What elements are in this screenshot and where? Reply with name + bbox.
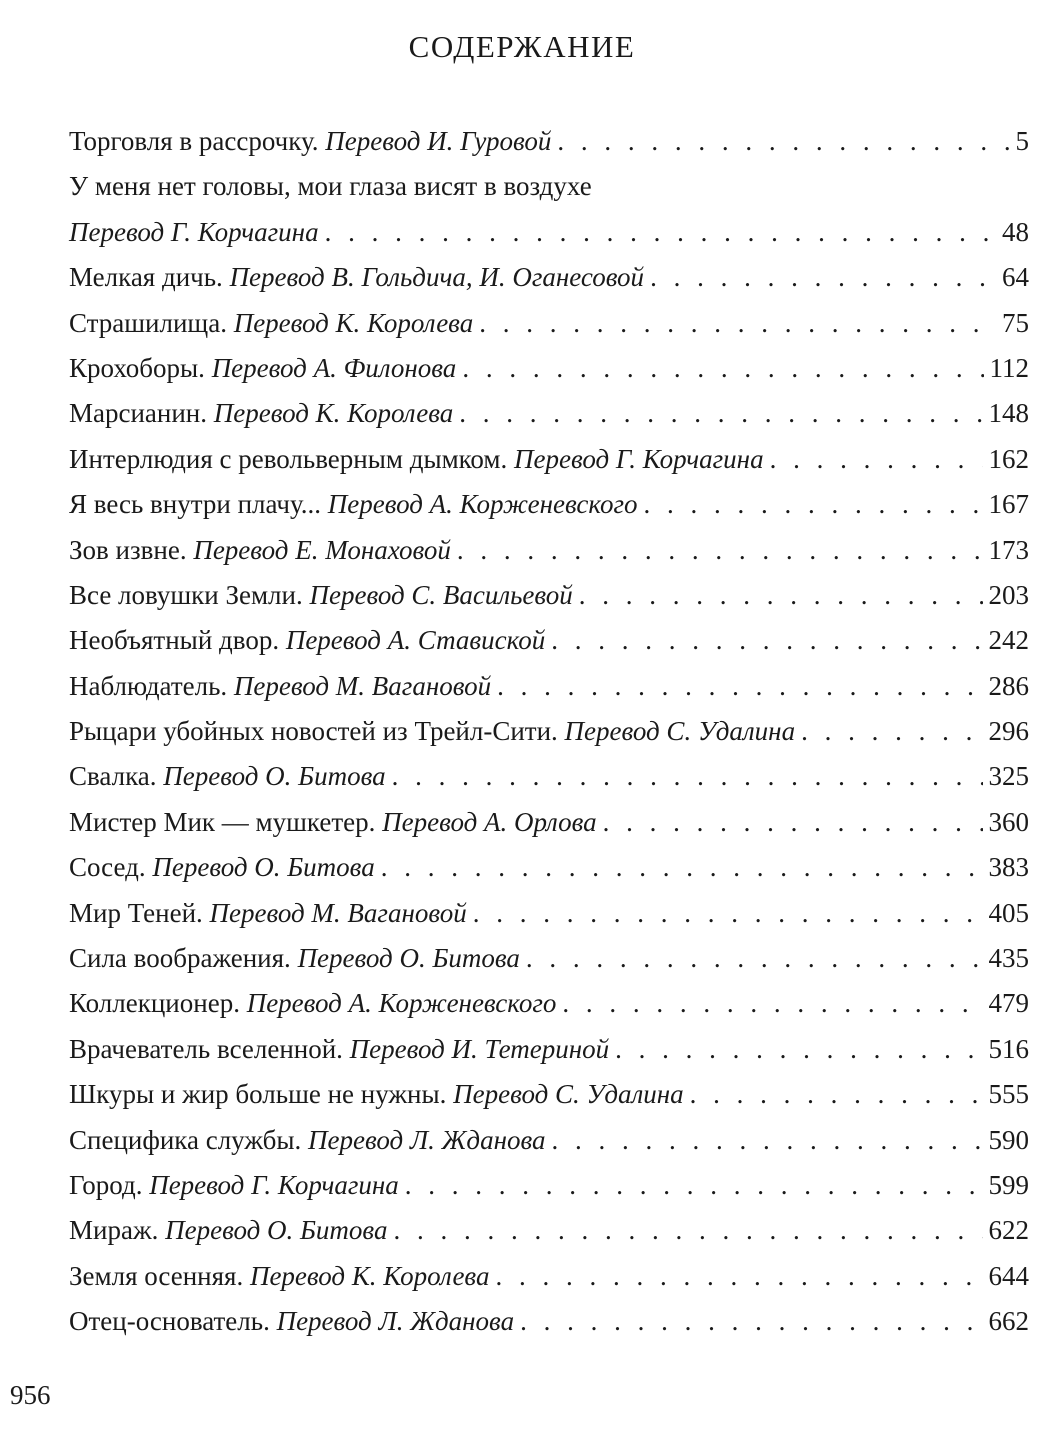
toc-entry-translator: Перевод О. Битова (297, 943, 520, 974)
toc-entry-page: 662 (988, 1306, 1029, 1337)
toc-entry-translator: Перевод К. Королева (213, 398, 454, 429)
toc-entry[interactable] (69, 119, 1029, 164)
toc-entry-translator: Перевод А. Корженевского (327, 489, 638, 520)
toc-entry-page: 590 (988, 1124, 1029, 1155)
toc-entry-translator: Перевод О. Битова (163, 761, 386, 792)
toc-entry-translator: Перевод С. Васильевой (309, 579, 573, 610)
toc-entry-translator: Перевод А. Орлова (382, 806, 597, 837)
table-of-contents (69, 119, 1029, 1345)
toc-entry[interactable] (69, 346, 1029, 391)
toc-entry-translator: Перевод К. Королева (249, 1260, 490, 1291)
toc-entry[interactable] (69, 255, 1029, 300)
dot-leader (459, 391, 982, 436)
toc-entry-page: 112 (989, 352, 1029, 383)
toc-entry[interactable] (69, 1163, 1029, 1208)
toc-entry[interactable] (69, 391, 1029, 436)
toc-entry-page: 325 (988, 761, 1029, 792)
toc-entry-translator: Перевод Е. Монаховой (193, 534, 451, 565)
toc-entry-title: Крохоборы. (69, 352, 205, 383)
toc-entry[interactable] (69, 1072, 1029, 1117)
toc-entry-page: 48 (1002, 216, 1029, 247)
toc-entry-translator: Перевод М. Вагановой (233, 670, 492, 701)
toc-entry-page: 203 (988, 579, 1029, 610)
dot-leader (615, 1027, 982, 1072)
toc-entry-page: 296 (988, 716, 1029, 747)
toc-entry-page: 479 (988, 988, 1029, 1019)
toc-entry[interactable] (69, 891, 1029, 936)
toc-entry-title: Я весь внутри плачу... (69, 489, 322, 520)
toc-entry-translator: Перевод Г. Корчагина (149, 1170, 399, 1200)
toc-entry-translator: Перевод А. Корженевского (246, 988, 557, 1019)
toc-entry-page: 64 (1002, 262, 1029, 293)
dot-leader (462, 346, 983, 391)
toc-entry-translator: Перевод С. Удалина (564, 716, 796, 747)
toc-entry-translator: Перевод И. Тетериной (349, 1033, 610, 1064)
toc-entry-title: Зов извне. (69, 534, 187, 565)
page-number: 956 (10, 1380, 51, 1410)
toc-entry-translator: Перевод И. Гуровой (325, 126, 552, 156)
dot-leader (495, 1254, 982, 1299)
toc-entry[interactable] (69, 164, 1029, 255)
toc-entry-translator: Перевод О. Битова (165, 1215, 388, 1246)
toc-entry-page: 148 (988, 398, 1029, 429)
toc-entry-title: Рыцари убойных новостей из Трейл-Сити. (69, 716, 558, 747)
toc-entry-title: Врачеватель вселенной. (69, 1033, 343, 1064)
toc-entry-page: 599 (988, 1170, 1029, 1200)
toc-entry-title: Коллекционер. (69, 988, 240, 1019)
toc-entry-page: 435 (988, 943, 1029, 974)
dot-leader (644, 482, 983, 527)
toc-entry[interactable] (69, 1027, 1029, 1072)
toc-entry-page: 5 (1015, 126, 1029, 156)
dot-leader (801, 709, 982, 754)
toc-entry[interactable] (69, 709, 1029, 754)
toc-entry-title: Шкуры и жир больше не нужны. (69, 1079, 447, 1110)
toc-entry[interactable] (69, 1299, 1029, 1344)
toc-entry-translator: Перевод О. Битова (152, 852, 375, 883)
toc-entry[interactable] (69, 936, 1029, 981)
toc-entry[interactable] (69, 664, 1029, 709)
dot-leader (325, 210, 996, 255)
dot-leader (562, 981, 982, 1026)
toc-entry-page: 383 (988, 852, 1029, 883)
toc-entry-translator: Перевод С. Удалина (453, 1079, 684, 1110)
toc-entry-page: 173 (988, 534, 1029, 565)
toc-entry-translator: Перевод В. Гольдича, И. Оганесовой (229, 262, 645, 293)
toc-entry-page: 360 (988, 806, 1029, 837)
dot-leader (557, 119, 1009, 164)
toc-entry-title: Земля осенняя. (69, 1260, 244, 1291)
dot-leader (497, 664, 982, 709)
toc-entry[interactable] (69, 1254, 1029, 1299)
toc-entry-title: Торговля в рассрочку. (69, 126, 319, 156)
toc-entry-page: 516 (988, 1033, 1029, 1064)
toc-entry[interactable] (69, 301, 1029, 346)
dot-leader (650, 255, 996, 300)
dot-leader (520, 1299, 982, 1344)
dot-leader (770, 437, 983, 482)
toc-entry-title: Мир Теней. (69, 897, 203, 928)
toc-entry-page: 75 (1002, 307, 1029, 338)
toc-entry-title: Марсианин. (69, 398, 208, 429)
toc-entry-title: Интерлюдия с револьверным дымком. (69, 443, 508, 474)
dot-leader (579, 573, 983, 618)
toc-entry-page: 622 (988, 1215, 1029, 1246)
dot-leader (551, 618, 982, 663)
toc-entry-translator: Перевод Л. Жданова (276, 1306, 515, 1337)
toc-entry-title: Мелкая дичь. (69, 262, 223, 293)
toc-entry-title: Мираж. (69, 1215, 159, 1246)
dot-leader (526, 936, 983, 981)
toc-entry-translator: Перевод А. Ставиской (285, 625, 546, 656)
toc-entry[interactable] (69, 528, 1029, 573)
toc-entry-title: Отец-основатель. (69, 1306, 270, 1337)
toc-entry-translator: Перевод Г. Корчагина (69, 216, 319, 247)
toc-entry[interactable] (69, 482, 1029, 527)
toc-entry-title: Страшилища. (69, 307, 227, 338)
toc-entry-page: 162 (988, 443, 1029, 474)
toc-entry-title: Свалка. (69, 761, 157, 792)
page-title: СОДЕРЖАНИЕ (408, 28, 636, 64)
toc-entry-page: 242 (988, 625, 1029, 656)
dot-leader (552, 1118, 983, 1163)
toc-entry[interactable] (69, 981, 1029, 1026)
toc-entry[interactable] (69, 573, 1029, 618)
dot-leader (603, 800, 983, 845)
toc-entry-page: 405 (988, 897, 1029, 928)
dot-leader (473, 891, 983, 936)
toc-entry-page: 555 (988, 1079, 1029, 1110)
dot-leader (393, 1208, 982, 1253)
toc-entry-title: Сосед. (69, 852, 146, 883)
dot-leader (381, 845, 983, 890)
toc-entry-page: 286 (988, 670, 1029, 701)
toc-entry-title: Наблюдатель. (69, 670, 228, 701)
dot-leader (405, 1163, 983, 1208)
toc-entry-page: 167 (988, 489, 1029, 520)
toc-entry[interactable] (69, 437, 1029, 482)
dot-leader (392, 754, 983, 799)
toc-entry-page: 644 (988, 1260, 1029, 1291)
toc-entry-title: Мистер Мик — мушкетер. (69, 806, 376, 837)
toc-entry[interactable] (69, 1208, 1029, 1253)
toc-entry-title: Необъятный двор. (69, 625, 280, 656)
toc-entry-title: Специфика службы. (69, 1124, 302, 1155)
toc-entry-title: Все ловушки Земли. (69, 579, 303, 610)
toc-entry-title: Сила воображения. (69, 943, 291, 974)
toc-entry-translator: Перевод К. Королева (233, 307, 474, 338)
toc-entry[interactable] (69, 618, 1029, 663)
dot-leader (457, 528, 983, 573)
toc-entry-translator: Перевод Л. Жданова (308, 1124, 546, 1155)
toc-entry[interactable] (69, 1118, 1029, 1163)
toc-entry-title: Город. (69, 1170, 143, 1200)
toc-entry-translator: Перевод А. Филонова (211, 352, 457, 383)
toc-entry[interactable] (69, 754, 1029, 799)
dot-leader (479, 301, 996, 346)
toc-entry[interactable] (69, 845, 1029, 890)
toc-entry[interactable] (69, 800, 1029, 845)
toc-entry-translator: Перевод М. Вагановой (209, 897, 467, 928)
dot-leader (690, 1072, 983, 1117)
toc-entry-title: У меня нет головы, мои глаза висят в воздухе (69, 171, 592, 202)
toc-entry-translator: Перевод Г. Корчагина (514, 443, 764, 474)
